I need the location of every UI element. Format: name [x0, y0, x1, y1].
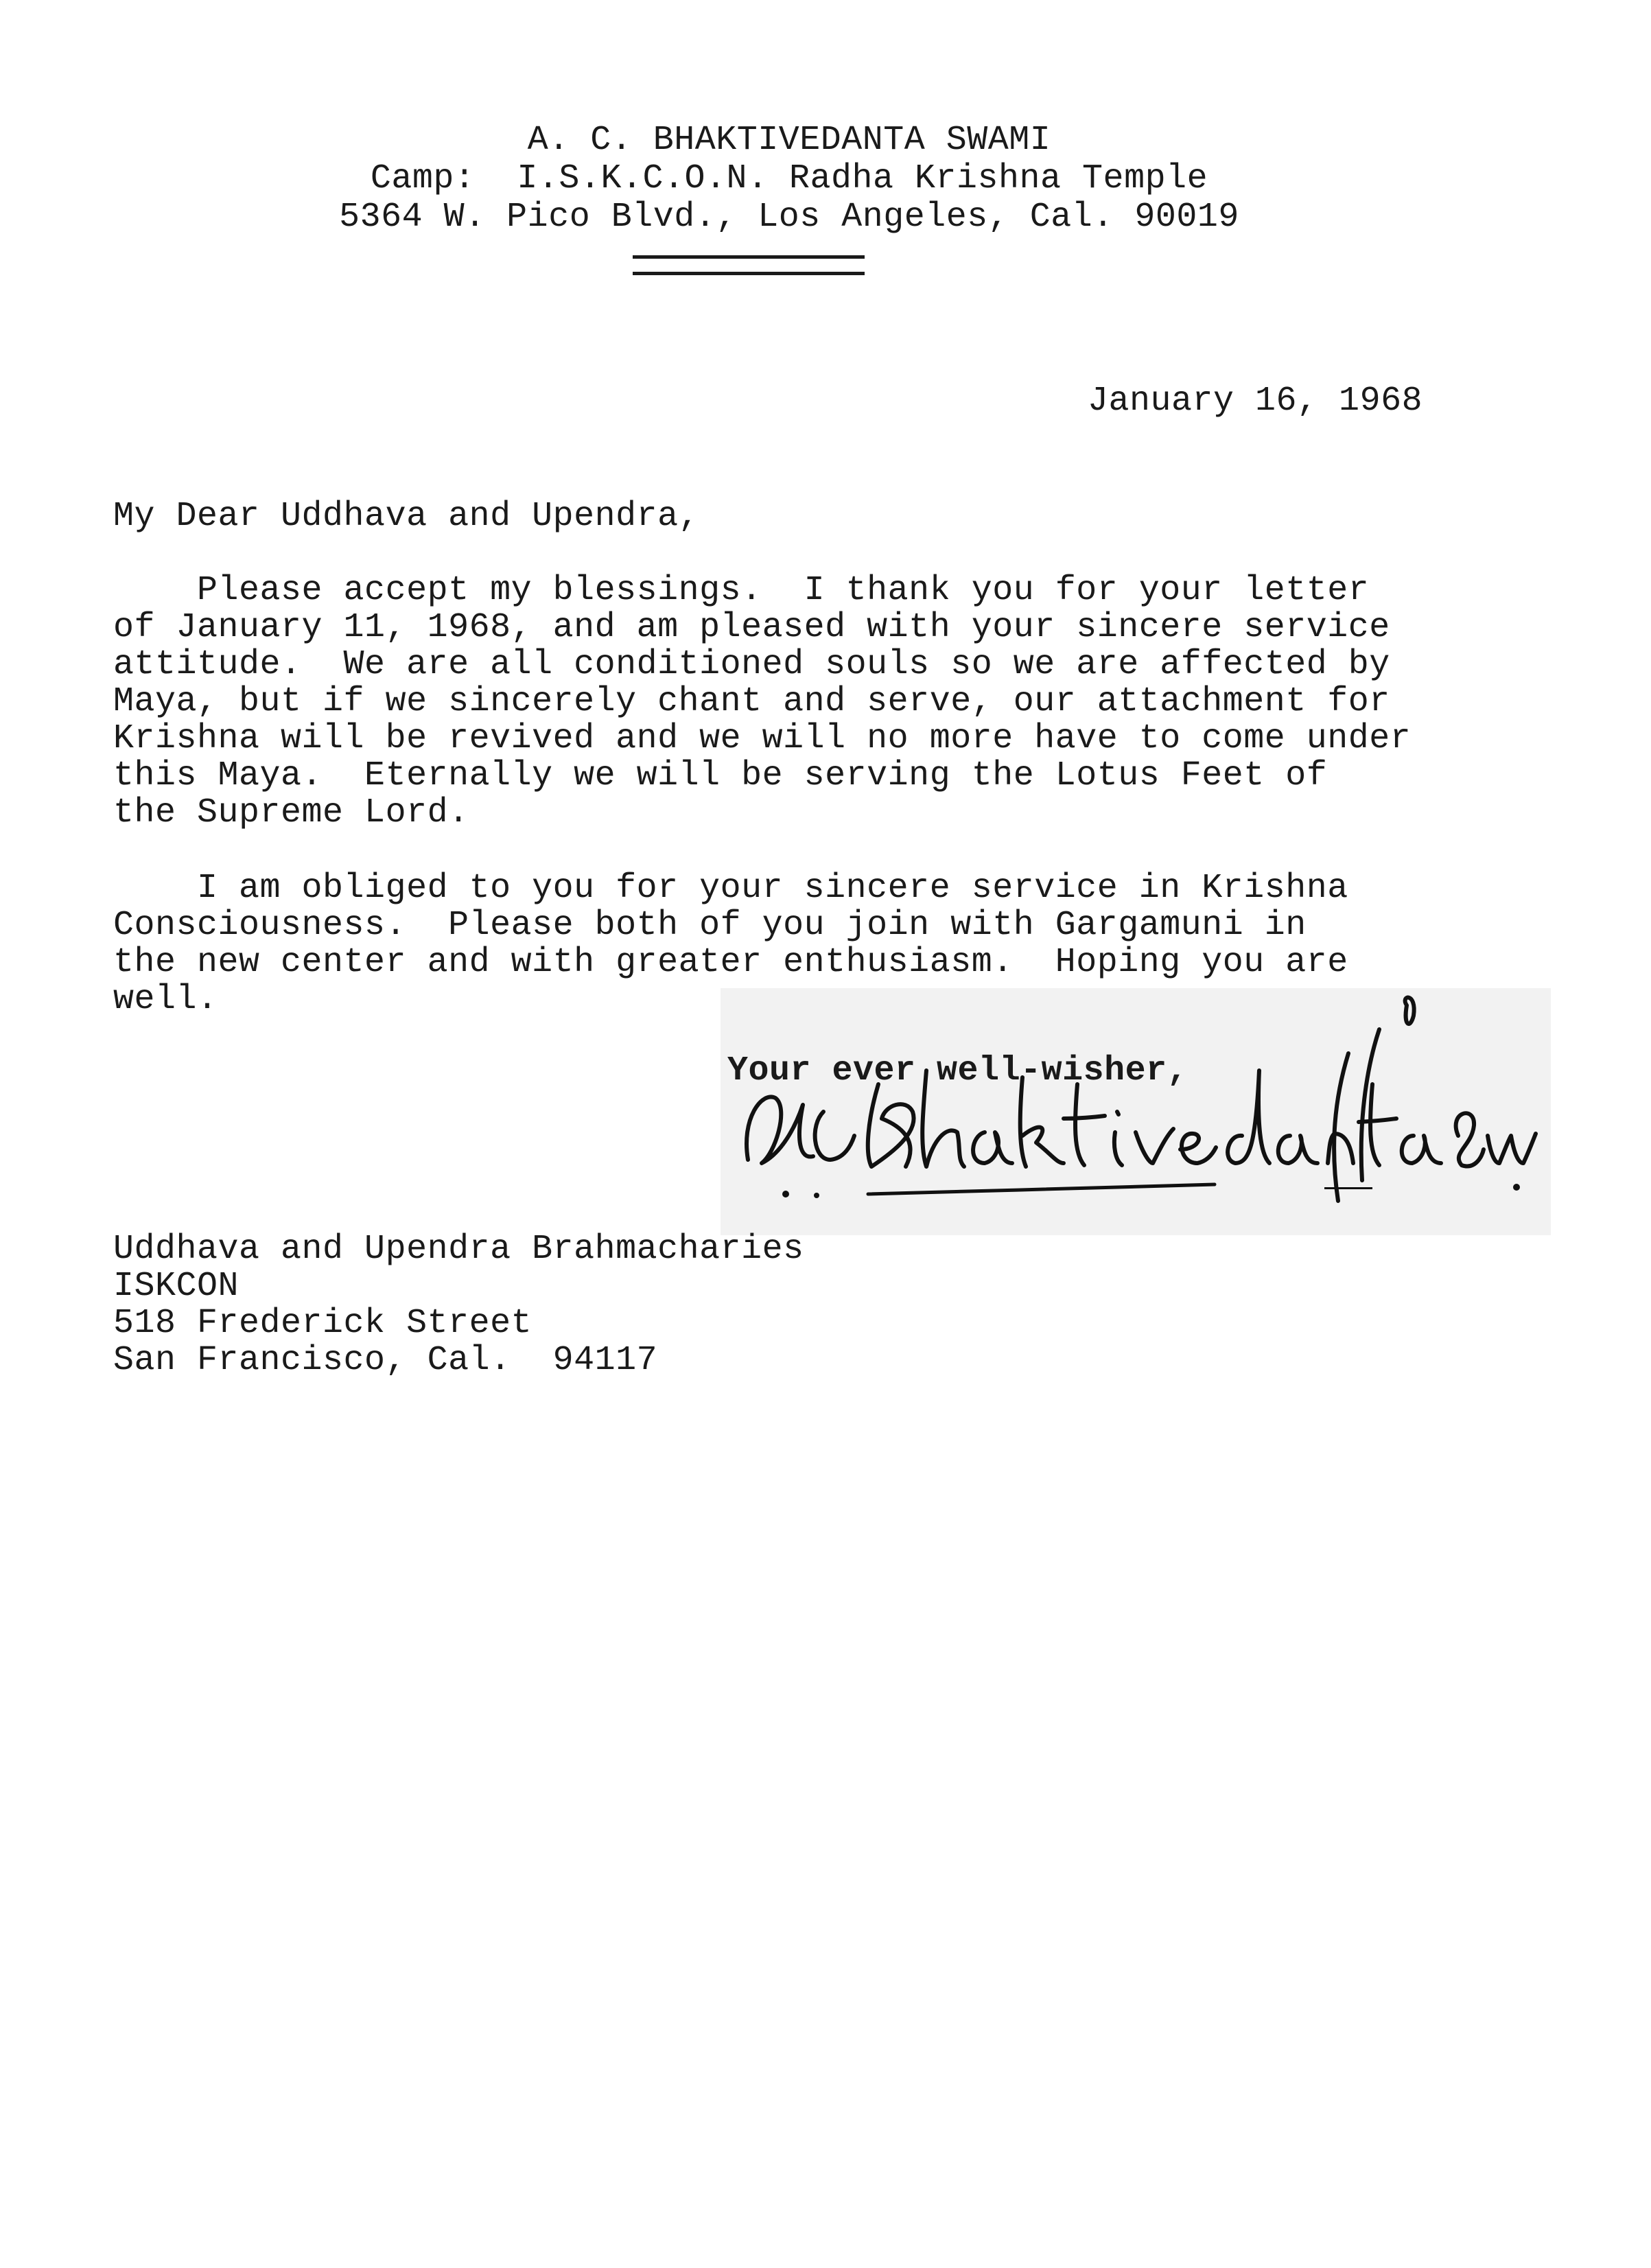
paragraph-2-line: Consciousness. Please both of you join with Gargamuni in: [113, 906, 1307, 945]
recipient-line: ISKCON: [113, 1267, 239, 1306]
letterhead-rule-bottom: [633, 272, 865, 275]
recipient-line: San Francisco, Cal. 94117: [113, 1341, 658, 1380]
recipient-line: Uddhava and Upendra Brahmacharies: [113, 1230, 804, 1269]
paragraph-1-line: Maya, but if we sincerely chant and serve, our attachment for: [113, 682, 1390, 721]
paragraph-1-line: attitude. We are all conditioned souls so we are affected by: [113, 645, 1390, 684]
paragraph-1-line: this Maya. Eternally we will be serving the Lotus Feet of: [113, 756, 1328, 795]
salutation: My Dear Uddhava and Upendra,: [113, 497, 700, 536]
paragraph-2-line: well.: [113, 980, 218, 1019]
paragraph-1-line: of January 11, 1968, and am pleased with your sincere service: [113, 608, 1390, 647]
handwritten-signature: [721, 988, 1551, 1235]
paragraph-1-line: Please accept my blessings. I thank you for your letter: [113, 571, 1370, 610]
paragraph-1-line: Krishna will be revived and we will no more have to come under: [113, 719, 1412, 758]
letterhead-name: A. C. BHAKTIVEDANTA SWAMI: [527, 121, 1051, 160]
letter-date: January 16, 1968: [1088, 382, 1423, 421]
letterhead-address: 5364 W. Pico Blvd., Los Angeles, Cal. 90019: [339, 198, 1239, 237]
letterhead-rule-top: [633, 255, 865, 259]
closing: Your ever well-wisher,: [727, 1051, 1189, 1090]
paragraph-2-line: I am obliged to you for your sincere service in Krishna: [113, 869, 1348, 908]
recipient-line: 518 Frederick Street: [113, 1304, 532, 1343]
letterhead-camp: Camp: I.S.K.C.O.N. Radha Krishna Temple: [370, 159, 1208, 198]
paragraph-1-line: the Supreme Lord.: [113, 793, 469, 832]
paragraph-2-line: the new center and with greater enthusiasm. Hoping you are: [113, 943, 1348, 982]
